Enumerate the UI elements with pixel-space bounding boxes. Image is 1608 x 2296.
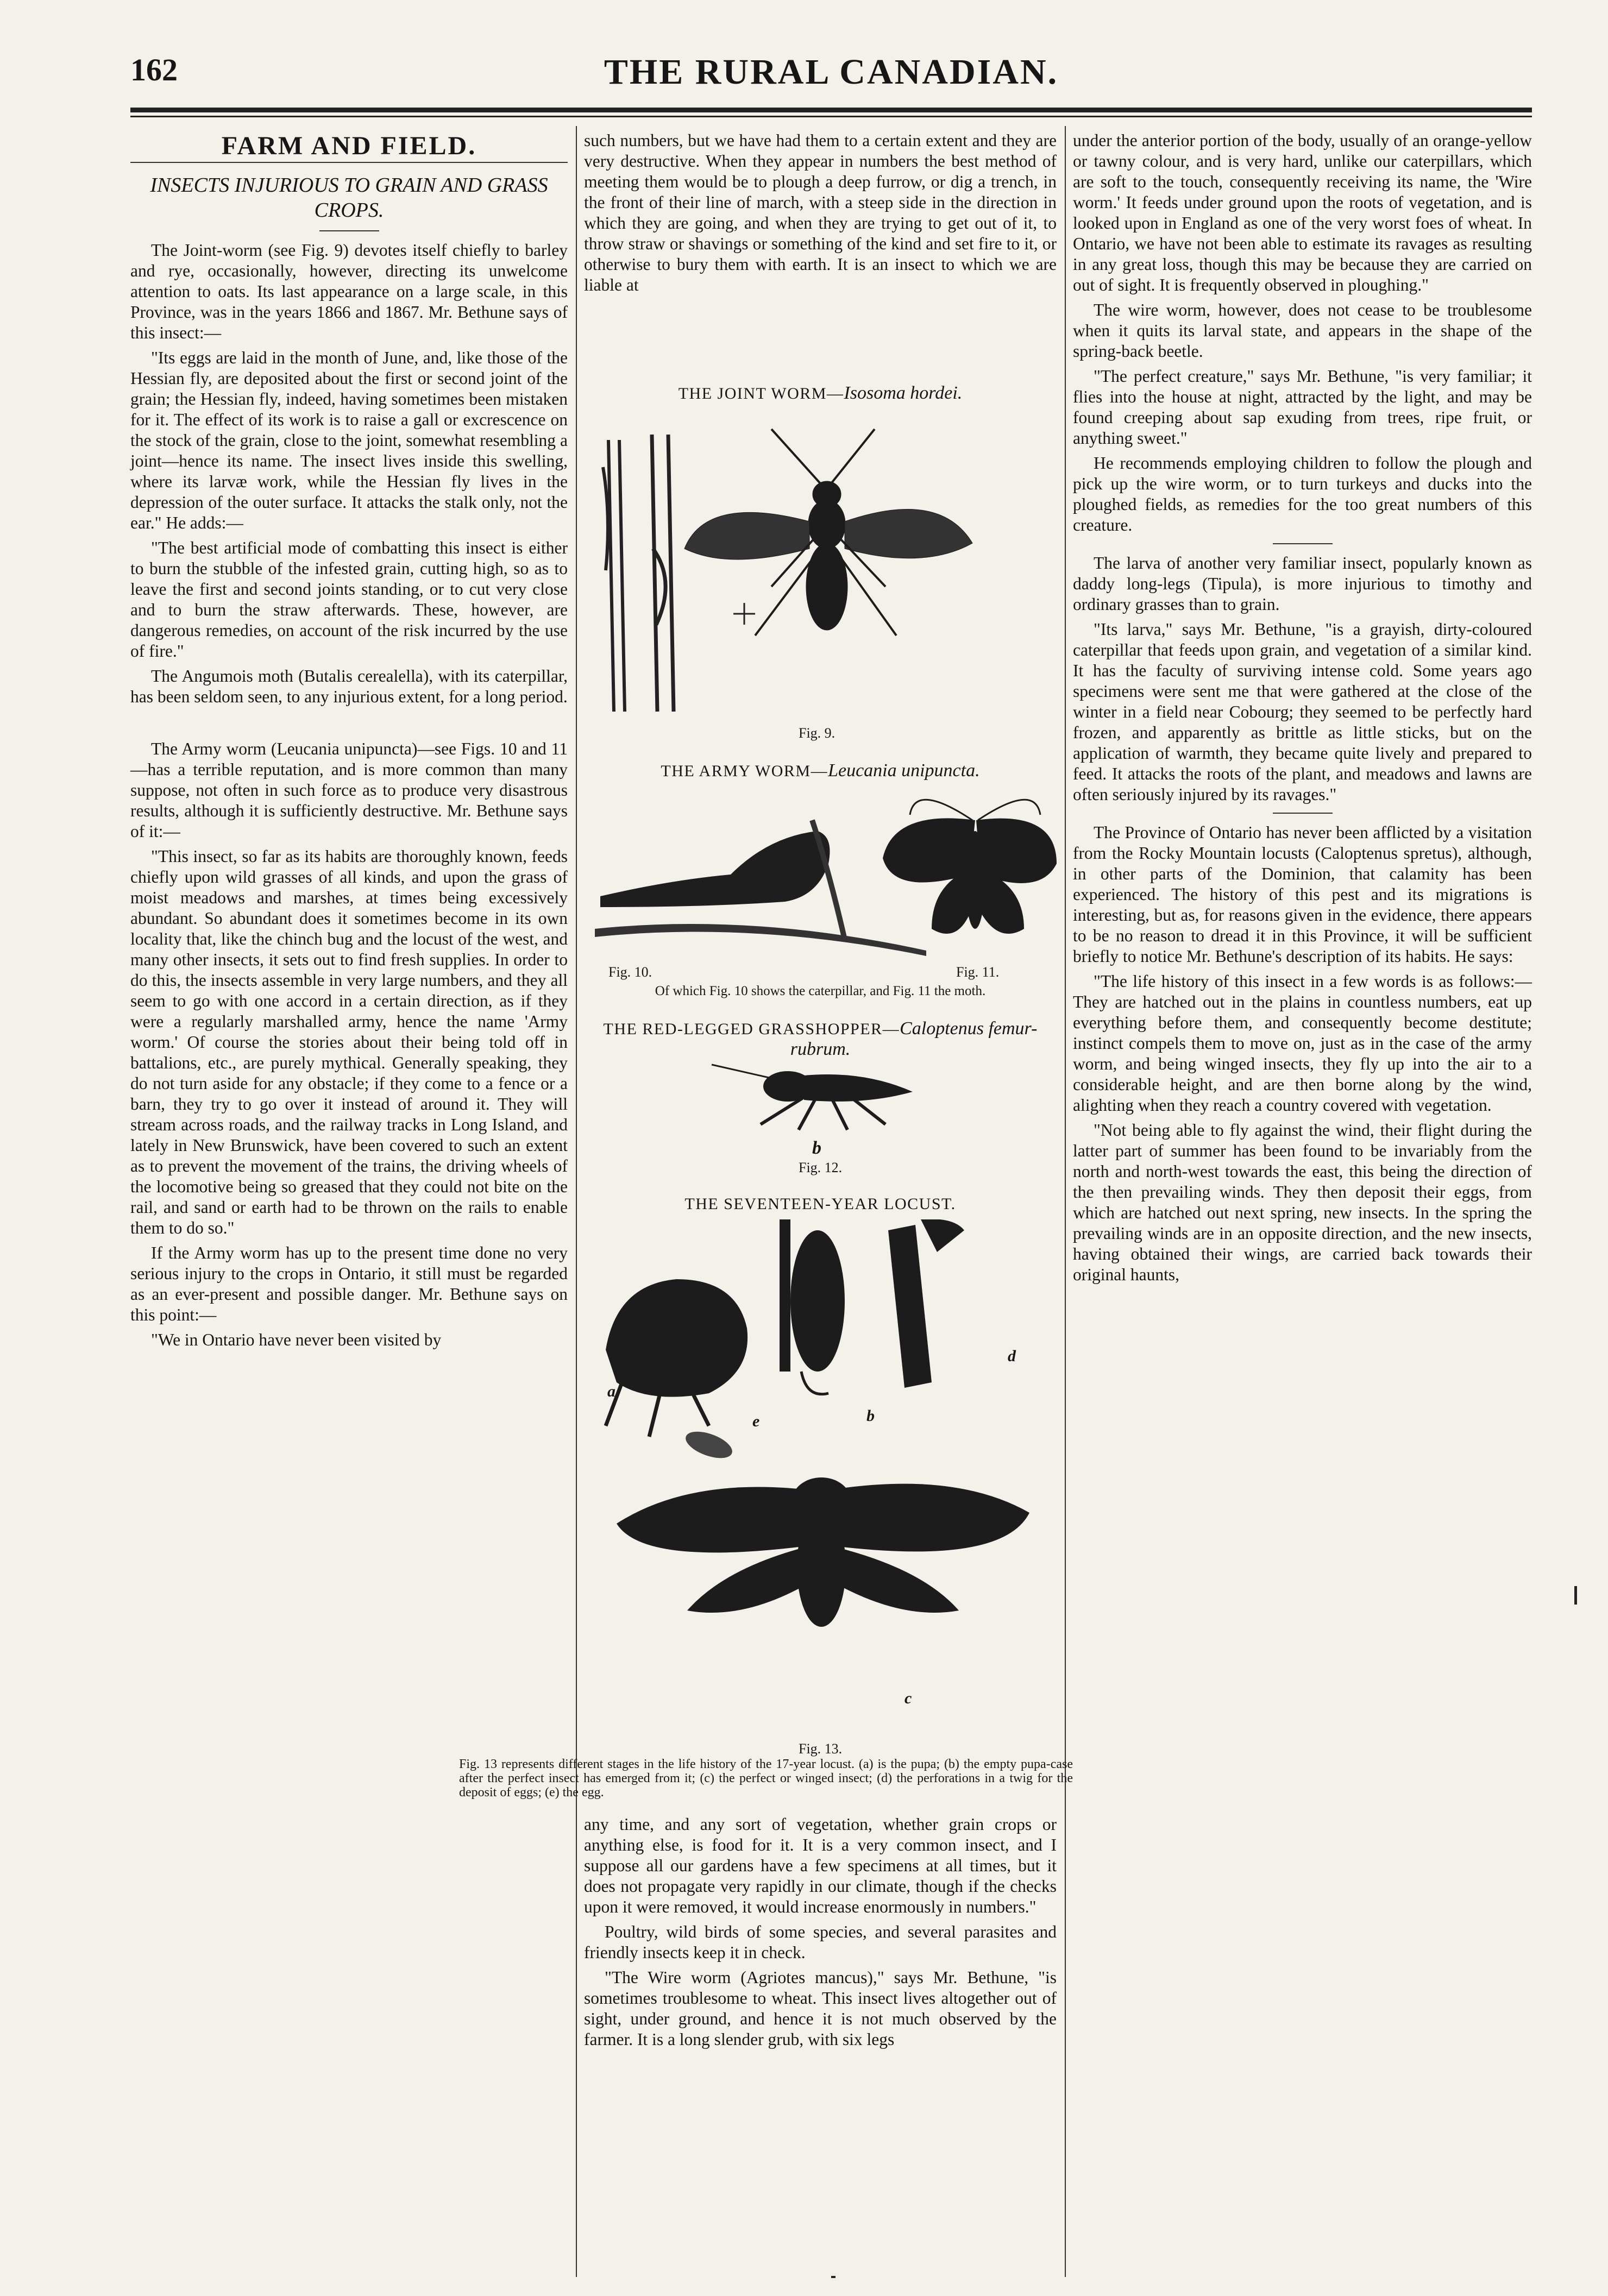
- empty-pupa-case-b: [780, 1219, 845, 1394]
- fig-13-label: Fig. 13.: [799, 1741, 843, 1757]
- locust-egg-e: [682, 1426, 736, 1463]
- locust-letter-e: e: [752, 1412, 760, 1430]
- column-2-bottom: [584, 1814, 1057, 2054]
- paragraph: "Not being able to fly against the wind, their flight during the latter part of summer has been found to be invariably from the north and north-west towards the east, this being the direction of the then prevailing winds. They then deposit their eggs, from which are hatched out next spring, new insects. In the spring the prevailing winds are in an opposite direction, and the new insects, having obtained their wings, are carried back towards their original haunts,: [1073, 1121, 1532, 1284]
- army-worm-moth: [883, 800, 1057, 934]
- paragraph: He recommends employing children to follow the plough and pick up the wire worm, or to turn turkeys and ducks into the ploughed fields, as remedies for the too great numbers of this creature.: [1073, 454, 1532, 534]
- locust-letter-c: c: [904, 1689, 912, 1707]
- paragraph: Poultry, wild birds of some species, and several parasites and friendly insects keep it in check.: [584, 1922, 1057, 1962]
- header-rule-thin: [130, 116, 1532, 117]
- paragraph: The Army worm (Leucania unipuncta)—see Figs. 10 and 11—has a terrible reputation, and is more common than many suppose, not often in such force as to produce very disastrous results, although it is sufficiently destructive. Mr. Bethune says of it:—: [130, 739, 568, 841]
- paragraph: The wire worm, however, does not cease to be troublesome when it quits its larval state, and appears in the shape of the spring-back beetle.: [1073, 300, 1532, 361]
- infested-stalk-right: [652, 435, 674, 712]
- grasshopper-illustration: [706, 1048, 924, 1141]
- egg-twig-d: [888, 1219, 964, 1388]
- army-worm-caption: Of which Fig. 10 shows the caterpillar, and Fig. 11 the moth.: [655, 984, 986, 998]
- page-speck: [1574, 1586, 1577, 1605]
- paragraph: The Joint-worm (see Fig. 9) devotes itself chiefly to barley and rye, occasionally, however, directing its unwelcome attention to oats. Its last appearance on a large scale, in this Province, was in the years 1866 and 1867. Mr. Bethune says of this insect:—: [130, 241, 568, 342]
- column-3: [1073, 130, 1532, 1289]
- joint-worm-illustration: [592, 407, 1048, 722]
- fig-11-label: Fig. 11.: [956, 964, 1000, 980]
- page-number: 162: [130, 52, 178, 87]
- grasshopper-heading: THE RED-LEGGED GRASSHOPPER—Caloptenus femur-rubrum.: [603, 1018, 1038, 1059]
- paragraph: "This insect, so far as its habits are thoroughly known, feeds chiefly upon wild grasses of all kinds, and upon the grass of moist meadows and marshes, at times being excessively abundant. So abundant does it sometimes become in its own locality that, like the chinch bug and the locust of the west, and many other insects, it sets out to find fresh supplies. In order to do this, the insects assemble in very large numbers, and they all seem to go with one accord in a certain direction, as if they were a regularly marshalled army, hence the name 'Army worm.' Of course the stories about their being told off in battalions, etc., are purely mythical. Generally speaking, they do not turn aside for any obstacle; if they come to a fence or a barn, they try to go over it instead of around it. They will stream across roads, and the railway tracks in Long Island, and lately in New Brunswick, have been covered to such an extent as to prevent the movement of the trains, the driving wheels of the locomotive being so greased that they could not bite on the rail, and sand or earth had to be thrown on the rails to enable them to do so.": [130, 847, 568, 1237]
- locust-illustration: [584, 1219, 1057, 1741]
- paragraph-rule: [1273, 543, 1333, 544]
- paragraph: any time, and any sort of vegetation, whether grain crops or anything else, is food for it. It is a very common insect, and I suppose all our gardens have a few specimens at all times, but it does not propagate very rapidly in our climate, though if the checks upon it were removed, it would increase enormously in numbers.": [584, 1815, 1057, 1916]
- newspaper-title: THE RURAL CANADIAN.: [604, 52, 1059, 92]
- caterpillar-on-grass: [595, 820, 926, 956]
- locust-letter-d: d: [1008, 1347, 1016, 1365]
- paragraph: If the Army worm has up to the present time done no very serious injury to the crops in Ontario, it still must be regarded as an ever-present and possible danger. Mr. Bethune says on this point:—: [130, 1243, 568, 1324]
- column-separator-1: [576, 126, 577, 2277]
- page-speck: [831, 2276, 836, 2278]
- locust-heading: THE SEVENTEEN-YEAR LOCUST.: [684, 1195, 956, 1213]
- scale-cross-icon: [733, 603, 755, 625]
- army-worm-illustration: [589, 788, 1057, 961]
- paragraph: "The perfect creature," says Mr. Bethune, "is very familiar; it flies into the house at night, attracted by the light, and may be found creeping about sap exuding from trees, ripe fruit, or anything sweet.": [1073, 367, 1532, 448]
- fig-12-label: Fig. 12.: [799, 1160, 843, 1175]
- paragraph: "We in Ontario have never been visited by: [151, 1330, 442, 1349]
- section-heading: FARM AND FIELD.: [221, 131, 477, 160]
- joint-worm-wasp: [684, 429, 972, 636]
- locust-letter-a: a: [607, 1382, 615, 1400]
- section-rule: [130, 162, 568, 163]
- column-separator-2: [1065, 126, 1066, 2277]
- infested-stalk-left: [603, 440, 625, 712]
- column-2-top: [584, 130, 1057, 300]
- paragraph-rule: [1273, 813, 1333, 814]
- article-title: INSECTS INJURIOUS TO GRAIN AND GRASS CROPS.: [150, 174, 548, 222]
- locust-caption: Fig. 13 represents different stages in the life history of the 17-year locust. (a) is the pupa; (b) the empty pupa-case after the perfect insect has emerged from it; (c) the perfect or winged insect; (d) the perforations in a twig for the deposit of eggs; (e) the egg.: [459, 1757, 1073, 1800]
- paragraph: under the anterior portion of the body, usually of an orange-yellow or tawny colour, and is very hard, unlike our caterpillars, which are soft to the touch, consequently receiving its name, the 'Wire worm.' It feeds under ground upon the roots of vegetation, and is looked upon in England as one of the very worst foes of wheat. In Ontario, we have not been able to estimate its ravages as resulting in any great loss, though this may be because they are carried on out of sight. It is frequently observed in ploughing.": [1073, 131, 1532, 294]
- paragraph: The Province of Ontario has never been afflicted by a visitation from the Rocky Mountain locusts (Caloptenus spretus), although, in other parts of the Dominion, that calamity has been experienced. The history of this pest and its migrations is interesting, but as, for reasons given in the evidence, there appears to be no reason to dread it in this Province, it will be sufficient briefly to notice Mr. Bethune's description of its habits. He says:: [1073, 823, 1532, 966]
- paragraph: "The life history of this insect in a few words is as follows:—They are hatched out in the plains in countless numbers, eat up everything before them, and consequently become destitute; instinct compels them to move on, just as in the case of the army worm, and being winged insects, they fly up into the air to a considerable height, and are then borne along by the wind, alighting when they reach a country covered with vegetation.: [1073, 972, 1532, 1115]
- locust-letter-b: b: [866, 1407, 875, 1425]
- fig-10-label: Fig. 10.: [608, 964, 652, 980]
- paragraph: "Its larva," says Mr. Bethune, "is a grayish, dirty-coloured caterpillar that feeds upon grain, and vegetation of a similar kind. It has the faculty of surviving intense cold. Some years ago specimens were sent me that were gathered at the close of the winter in a field near Cobourg; they seemed to be perfectly hard frozen, and apparently as brittle as little sticks, but on the application of warmth, they became quite lively and prepared to feed. It attacks the roots of the plant, and meadows and lawns are often seriously injured by its ravages.": [1073, 620, 1532, 804]
- army-worm-heading: THE ARMY WORM—Leucania unipuncta.: [661, 760, 980, 781]
- red-legged-grasshopper: [712, 1065, 913, 1130]
- paragraph: The larva of another very familiar insect, popularly known as daddy long-legs (Tipula), is more injurious to timothy and ordinary grasses than to grain.: [1073, 553, 1532, 614]
- joint-worm-heading: THE JOINT WORM—Isosoma hordei.: [678, 383, 963, 403]
- paragraph: The Angumois moth (Butalis cerealella), with its caterpillar, has been seldom seen, to any injurious extent, for a long period.: [130, 666, 568, 706]
- paragraph: "Its eggs are laid in the month of June, and, like those of the Hessian fly, are deposited about the first or second joint of the grain; the Hessian fly, indeed, having sometimes been mistaken for it. The effect of its work is to raise a gall or excrescence on the stock of the grain, close to the joint, somewhat resembling a joint—hence its name. The insect lives inside this swelling, where its larvæ work, while the Hessian fly lives in the depression of the outer surface. It attacks the stalk only, not the ear." He adds:—: [130, 348, 568, 532]
- winged-locust-c: [617, 1477, 1029, 1627]
- header-rule-thick: [130, 108, 1532, 112]
- grasshopper-letter-b: b: [812, 1138, 821, 1158]
- paragraph: such numbers, but we have had them to a certain extent and they are very destructive. When they appear in numbers the best method of meeting them would be to plough a deep furrow, or dig a trench, in the front of their line of march, with a steep side in the direction in which they are going, and when they are trying to get out of it, to throw straw or shavings or something of the kind and set fire to it, or otherwise to bury them with earth. It is an insect to which we are liable at: [584, 131, 1057, 294]
- fig-9-label: Fig. 9.: [799, 725, 836, 741]
- column-1: [130, 130, 568, 1355]
- paragraph: "The Wire worm (Agriotes mancus)," says Mr. Bethune, "is sometimes troublesome to wheat. This insect lives altogether out of sight, under ground, and hence it is not much observed by the farmer. It is a long slender grub, with six legs: [584, 1968, 1057, 2049]
- locust-pupa-a: [606, 1279, 748, 1437]
- paragraph: "The best artificial mode of combatting this insect is either to burn the stubble of the infested grain, cutting high, so as to leave the first and second joints standing, or to cut very close and to burn the straw afterwards. These, however, are dangerous remedies, on account of the risk incurred by the use of fire.": [130, 538, 568, 661]
- title-rule: [319, 230, 379, 231]
